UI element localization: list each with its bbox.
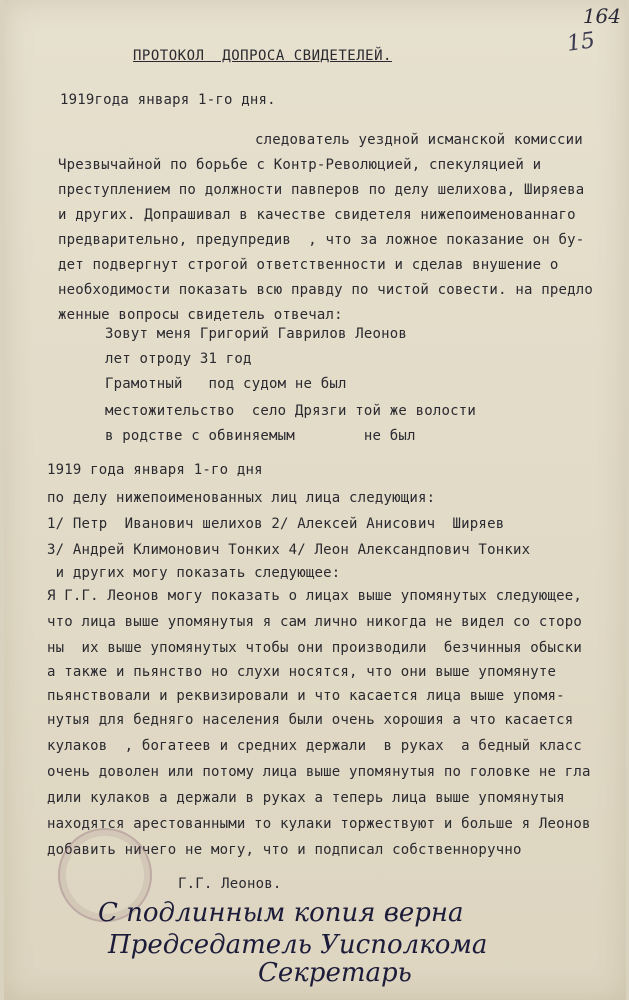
intro-line: и других. Допрашивал в качестве свидетеля нижепоименованнаго bbox=[58, 207, 576, 223]
folio-number-second: 15 bbox=[565, 28, 597, 57]
body-line: находятся арестованными то кулаки торжествуют и больше я Леонов bbox=[47, 816, 591, 832]
intro-line: следователь уездной исманской комиссии bbox=[255, 132, 583, 148]
body-line: добавить ничего не могу, что и подписал собственноручно bbox=[47, 842, 522, 858]
folio-number: 164 bbox=[582, 4, 621, 28]
body-line: 3/ Андрей Климонович Тонких 4/ Леон Александпович Тонких bbox=[47, 542, 531, 558]
answer-age: лет отроду 31 год bbox=[105, 351, 252, 367]
intro-line: необходимости показать всю правду по чистой совести. на предло bbox=[58, 282, 593, 298]
intro-line: предварительно, предупредив , что за ложное показание он бу- bbox=[58, 232, 585, 248]
body-line: Я Г.Г. Леонов могу показать о лицах выше упомянутых следующее, bbox=[47, 588, 582, 604]
answer-residence: местожительство село Дрязги той же волости bbox=[105, 403, 477, 419]
body-line: ны их выше упомянутых чтобы они производили безчинныя обыски bbox=[47, 640, 582, 656]
body-line: и других могу показать следующее: bbox=[47, 565, 341, 581]
body-line: а также и пьянство но слухи носятся, что они выше упомянуте bbox=[47, 664, 557, 680]
answer-relation: в родстве с обвиняемым не был bbox=[105, 428, 416, 444]
body-line: нутыя для бедняго населения были очень хорошия а что касается bbox=[47, 712, 574, 728]
body-line: 1919 года января 1-го дня bbox=[47, 462, 263, 478]
intro-line: дет подвергнут строгой ответственности и сделав внушение о bbox=[58, 257, 559, 273]
body-line: пьянствовали и реквизировали и что касается лица выше упомя- bbox=[47, 688, 565, 704]
chairman-handwriting: Председатель Уисполкома bbox=[108, 930, 488, 960]
answer-name: Зовут меня Григорий Гаврилов Леонов bbox=[105, 326, 408, 342]
intro-line: Чрезвычайной по борьбе с Контр-Революцией, спекуляцией и bbox=[58, 157, 542, 173]
witness-signature: Г.Г. Леонов. bbox=[178, 876, 282, 892]
document-title: ПРОТОКОЛ ДОПРОСА СВИДЕТЕЛЕЙ. bbox=[133, 48, 392, 64]
body-line: 1/ Петр Иванович шелихов 2/ Алексей Анисович Ширяев bbox=[47, 516, 505, 532]
intro-line: преступлением по должности павперов по делу шелихова, Ширяева bbox=[58, 182, 585, 198]
body-line: очень доволен или потому лица выше упомянутыя по головке не гла bbox=[47, 764, 591, 780]
body-line: что лица выше упомянутыя я сам лично никогда не видел со сторо bbox=[47, 614, 582, 630]
answer-literacy: Грамотный под судом не был bbox=[105, 376, 347, 392]
secretary-handwriting: Секретарь bbox=[258, 958, 412, 988]
certification-handwriting: С подлинным копия верна bbox=[98, 898, 464, 928]
body-line: по делу нижепоименованных лиц лица следующия: bbox=[47, 490, 436, 506]
date-line: 1919года января 1-го дня. bbox=[60, 92, 276, 108]
body-line: кулаков , богатеев и средних держали в руках а бедный класс bbox=[47, 738, 582, 754]
intro-line: женные вопросы свидетель отвечал: bbox=[58, 307, 343, 323]
body-line: дили кулаков а держали в руках а теперь лица выше упомянутыя bbox=[47, 790, 565, 806]
